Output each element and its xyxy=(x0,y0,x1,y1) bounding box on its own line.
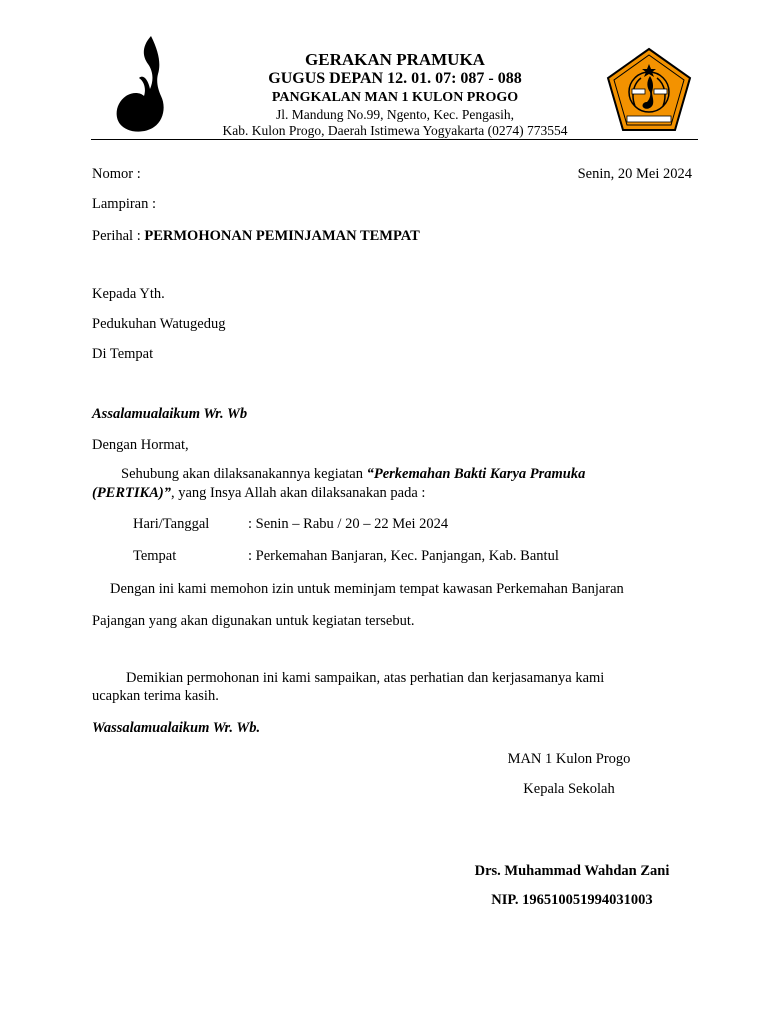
paragraph-1-prefix: Sehubung akan dilaksanakannya kegiatan xyxy=(121,466,367,482)
paragraph-3-line-2: ucapkan terima kasih. xyxy=(92,688,219,704)
paragraph-3-line-1: Demikian permohonan ini kami sampaikan, atas perhatian dan kerjasamanya kami xyxy=(126,670,605,686)
signature-institution: MAN 1 Kulon Progo xyxy=(507,751,631,767)
salutation: Dengan Hormat, xyxy=(92,437,189,453)
gugus-depan-emblem xyxy=(605,46,693,134)
lampiran-label: Lampiran : xyxy=(92,196,157,212)
event-name-part-1: “Perkemahan Bakti Karya Pramuka xyxy=(366,466,586,482)
signature-name: Drs. Muhammad Wahdan Zani xyxy=(474,863,670,879)
detail-value-date: : Senin – Rabu / 20 – 22 Mei 2024 xyxy=(248,516,449,532)
perihal-value: PERMOHONAN PEMINJAMAN TEMPAT xyxy=(144,228,420,244)
detail-value-place: : Perkemahan Banjaran, Kec. Panjangan, Kab. Bantul xyxy=(248,548,559,564)
event-name-part-2: (PERTIKA)” xyxy=(92,485,171,501)
greeting: Assalamualaikum Wr. Wb xyxy=(92,406,248,422)
paragraph-1-line-1 xyxy=(121,465,585,483)
org-name: GERAKAN PRAMUKA xyxy=(305,50,485,69)
recipient-line-2: Pedukuhan Watugedug xyxy=(92,316,226,332)
recipient-line-1: Kepada Yth. xyxy=(92,286,165,302)
signature-position: Kepala Sekolah xyxy=(523,781,615,797)
perihal-label: Perihal : xyxy=(92,228,145,244)
address-line-1: Jl. Mandung No.99, Ngento, Kec. Pengasih, xyxy=(275,107,515,122)
detail-label-date: Hari/Tanggal xyxy=(133,516,210,532)
gugus-depan: GUGUS DEPAN 12. 01. 07: 087 - 088 xyxy=(268,70,522,87)
paragraph-1-suffix: , yang Insya Allah akan dilaksanakan pada : xyxy=(170,485,426,501)
closing: Wassalamualaikum Wr. Wb. xyxy=(92,720,261,736)
paragraph-2-line-1: Dengan ini kami memohon izin untuk meminjam tempat kawasan Perkemahan Banjaran xyxy=(110,581,624,597)
signature-nip: NIP. 196510051994031003 xyxy=(491,892,653,908)
header-divider xyxy=(91,139,698,140)
paragraph-1-line-2 xyxy=(92,484,425,502)
pangkalan-name: PANGKALAN MAN 1 KULON PROGO xyxy=(271,90,519,105)
recipient-line-3: Di Tempat xyxy=(92,346,154,362)
letter-date: Senin, 20 Mei 2024 xyxy=(577,166,692,182)
perihal-line xyxy=(92,227,420,245)
address-line-2: Kab. Kulon Progo, Daerah Istimewa Yogyakarta (0274) 773554 xyxy=(222,123,568,138)
detail-label-place: Tempat xyxy=(133,548,177,564)
paragraph-2-line-2: Pajangan yang akan digunakan untuk kegiatan tersebut. xyxy=(92,613,415,629)
nomor-label: Nomor : xyxy=(92,166,141,182)
